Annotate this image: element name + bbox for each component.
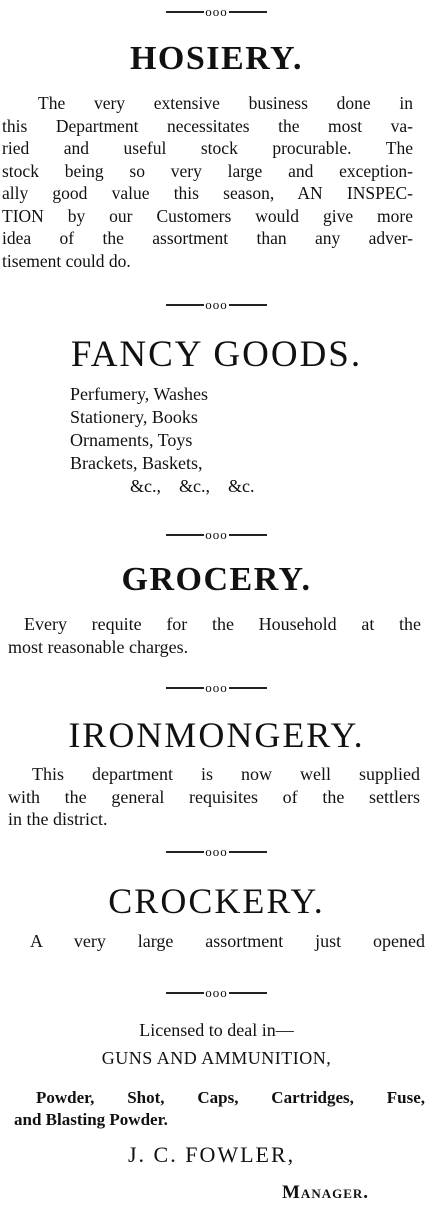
license-intro: Licensed to deal in— [139, 1020, 294, 1040]
separator-rule [229, 534, 267, 536]
paragraph-line: ally good value this season, AN INSPEC- [2, 183, 413, 203]
list-item: &c., &c., &c. [130, 476, 255, 496]
paragraph-line: this Department necessitates the most va- [2, 115, 413, 136]
separator-rule [166, 687, 204, 689]
grocery-heading: GROCERY. [121, 561, 312, 598]
paragraph-line: tisement could do. [2, 250, 131, 271]
signature-name: J. C. FOWLER, [128, 1142, 296, 1167]
separator-rule [166, 304, 204, 306]
separator-rule [229, 304, 267, 306]
paragraph-line: A very large assortment just opened [30, 931, 425, 951]
hosiery-heading: HOSIERY. [129, 40, 303, 77]
list-item: Brackets, Baskets, [70, 453, 203, 473]
grocery-paragraph [8, 613, 421, 658]
paragraph-line: Every requite for the Household at the [24, 614, 421, 634]
separator-rule [229, 851, 267, 853]
section-separator [0, 843, 433, 860]
section-separator [0, 296, 433, 313]
separator-mark: ooo [205, 985, 228, 1001]
paragraph-line: and Blasting Powder. [14, 1110, 168, 1129]
separator-rule [166, 534, 204, 536]
separator-mark: ooo [205, 680, 228, 696]
paragraph-line: Powder, Shot, Caps, Cartridges, Fuse, [36, 1088, 425, 1107]
separator-mark: ooo [205, 527, 228, 543]
separator-mark: ooo [205, 4, 228, 20]
list-item: Ornaments, Toys [70, 430, 193, 450]
section-separator [0, 526, 433, 543]
separator-rule [229, 687, 267, 689]
hosiery-paragraph [2, 92, 413, 272]
separator-rule [166, 851, 204, 853]
paragraph-line: in the district. [8, 809, 108, 829]
section-separator [0, 3, 433, 20]
crockery-paragraph [30, 930, 425, 953]
paragraph-line: most reasonable charges. [8, 636, 189, 657]
list-item: Stationery, Books [70, 407, 198, 427]
separator-mark: ooo [205, 297, 228, 313]
paragraph-line: with the general requisites of the settlers [8, 786, 420, 807]
separator-mark: ooo [205, 844, 228, 860]
paragraph-line: This department is now well supplied [32, 764, 420, 784]
paragraph-line: idea of the assortment than any adver- [2, 228, 413, 248]
ironmongery-heading: IRONMONGERY. [68, 715, 365, 755]
section-separator [0, 679, 433, 696]
separator-rule [166, 992, 204, 994]
paragraph-line: stock being so very large and exception- [2, 160, 413, 181]
section-separator [0, 984, 433, 1001]
ironmongery-paragraph [8, 763, 420, 831]
separator-rule [229, 992, 267, 994]
fancy-goods-list [70, 383, 254, 498]
paragraph-line: The very extensive business done in [38, 93, 413, 113]
paragraph-line: TION by our Customers would give more [2, 205, 413, 226]
list-item: Perfumery, Washes [70, 384, 209, 404]
paragraph-line: ried and useful stock procurable. The [2, 138, 413, 158]
crockery-heading: CROCKERY. [108, 881, 325, 921]
fancy-goods-heading: FANCY GOODS. [70, 334, 363, 375]
signature-role: Manager. [282, 1182, 370, 1203]
separator-rule [166, 11, 204, 13]
separator-rule [229, 11, 267, 13]
license-title: GUNS AND AMMUNITION, [101, 1048, 332, 1068]
license-paragraph [14, 1087, 425, 1131]
